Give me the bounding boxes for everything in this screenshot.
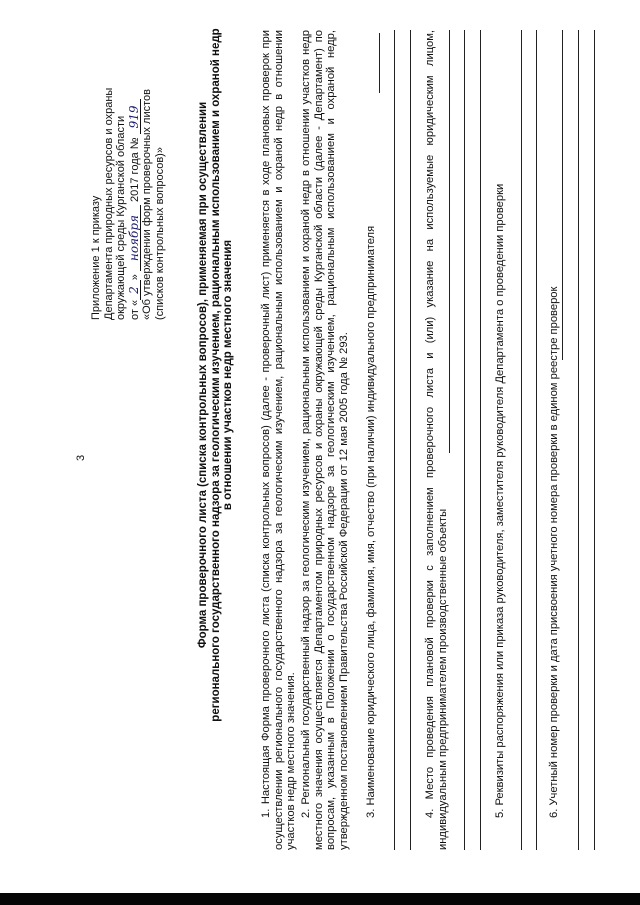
page-number: 3 xyxy=(75,454,87,461)
title-line: Форма проверочного листа (списка контрольных вопросов), применяемая при осуществлении xyxy=(197,101,209,649)
date-month-handwritten: ноября xyxy=(128,205,142,271)
fill-line xyxy=(521,30,522,850)
appendix-line: Департамента природных ресурсов и охраны xyxy=(102,87,115,320)
fill-line xyxy=(379,33,380,93)
fill-line xyxy=(394,30,395,850)
appendix-line: (списков контрольных вопросов)» xyxy=(153,147,166,320)
paragraph-1: 1. Настоящая Форма проверочного листа (списка контрольных вопросов) (далее - проверочный лист) применяется в ходе плановых проверок при осуществлении регионального государственного надзора за геологическим изучением, рациональным использованием и охраной недр в отношении участков недр местного значения. xyxy=(260,30,298,850)
date-day-handwritten: 2 xyxy=(128,280,142,300)
appendix-line: окружающей среды Курганской области xyxy=(115,115,127,320)
paragraph-3: 3. Наименование юридического лица, фамилия, имя, отчество (при наличии) индивидуального предпринимателя xyxy=(365,225,377,818)
fill-line xyxy=(594,30,595,850)
fill-line xyxy=(410,30,411,850)
scan-edge-bar xyxy=(0,893,640,905)
order-number-handwritten: 919 xyxy=(128,99,142,134)
title-line: в отношении участков недр местного значения xyxy=(222,239,234,511)
fill-line xyxy=(536,30,537,850)
appendix-header xyxy=(90,10,166,320)
paragraph-6: 6. Учетный номер проверки и дата присвоения учетного номера проверки в едином реестре проверок xyxy=(548,286,560,818)
fill-line xyxy=(562,30,563,360)
appendix-line: «Об утверждении форм проверочных листов xyxy=(141,89,153,320)
date-mid: » xyxy=(128,274,141,281)
paragraph-4: 4. Место проведения плановой проверки с заполнением проверочного листа и (или) указание на используемые юридическим лицом, индивидуальным предпринимателем производственные объекты xyxy=(424,30,449,850)
date-year: 2017 года № xyxy=(128,137,141,202)
paragraph-5: 5. Реквизиты распоряжения или приказа руководителя, заместителя руководителя Департамента о проведении проверки xyxy=(494,183,506,818)
appendix-line: Приложение 1 к приказу xyxy=(90,195,102,320)
fill-line xyxy=(480,30,481,850)
fill-line xyxy=(578,30,579,850)
fill-line xyxy=(464,30,465,850)
fill-line xyxy=(449,30,450,453)
document-title xyxy=(197,25,235,725)
paragraph-2: 2. Региональный государственный надзор за геологическим изучением, рациональным использованием и охраной недр в отношении участков недр местного значения осуществляется Департаментом природных ресурсов и охраны окружающей среды Курганской области (далее - Департамент) по вопросам, указанным в Положении о государственном надзоре за геологическим изучением, рациональным использованием и охраной недр, утвержденном постановлением Правительства Российской Федерации от 12 мая 2005 года № 293. xyxy=(300,30,350,850)
date-prefix: от « xyxy=(128,299,141,320)
title-line: регионального государственного надзора за геологическим изучением, рациональным использованием и охраной недр xyxy=(209,28,222,722)
appendix-date-line xyxy=(128,10,142,320)
